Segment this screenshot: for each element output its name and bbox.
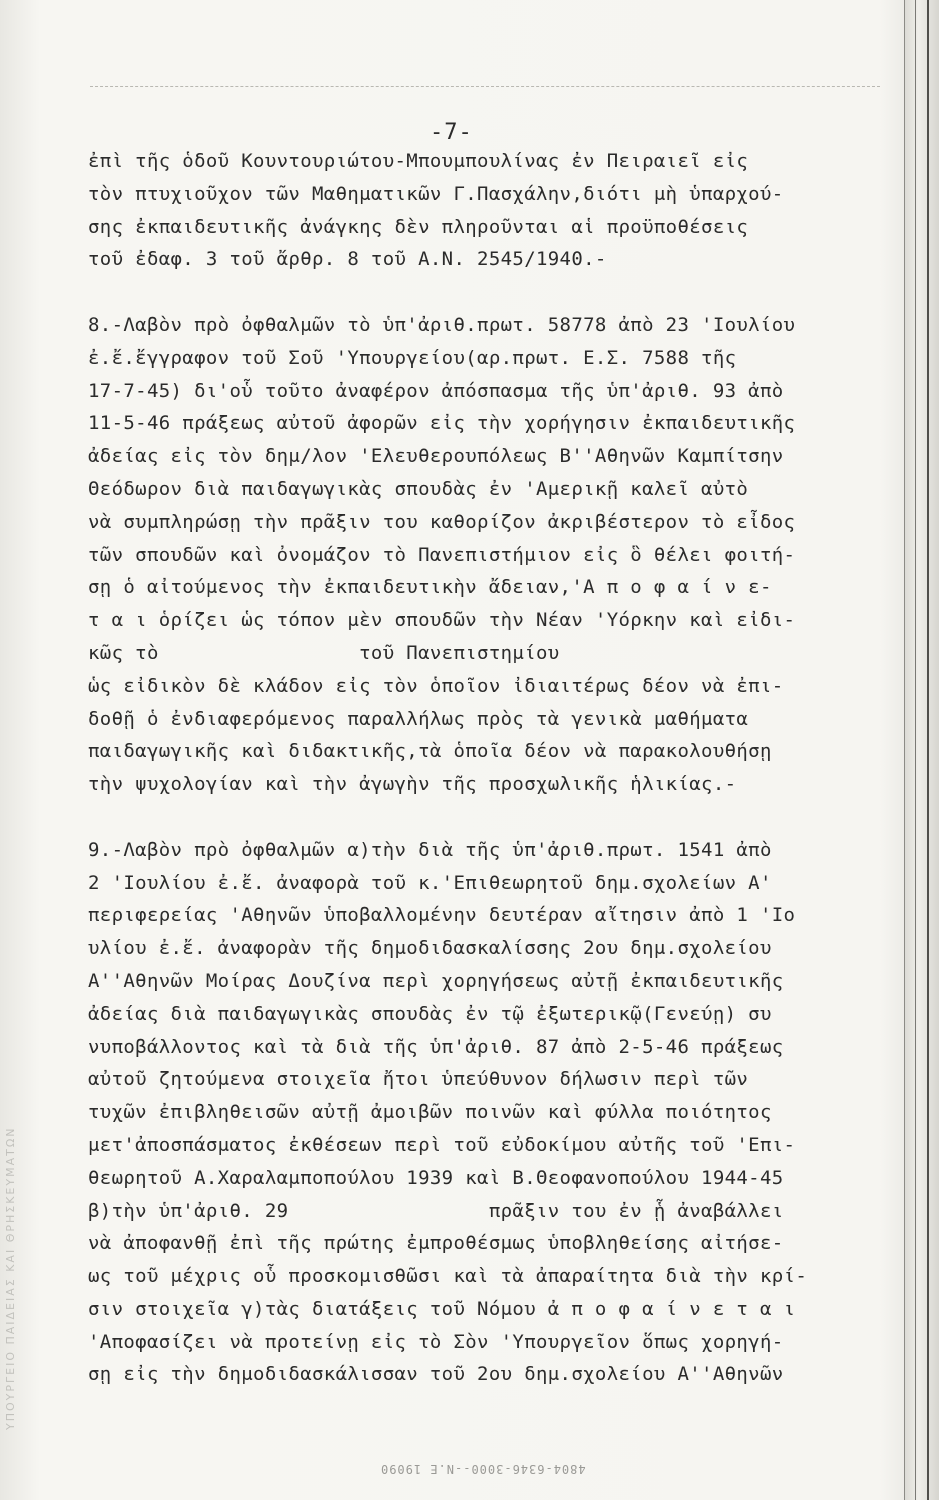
text-line: ἐπὶ τῆς ὁδοῦ Κουντουριώτου-Μπουμπουλίνας ἐν Πειραιεῖ εἰς [88, 150, 749, 172]
text-line: Α''Αθηνῶν Μοίρας Δουζίνα περὶ χορηγήσεως αὐτῇ ἐκπαιδευτικῆς [88, 969, 784, 992]
text-line: νὰ συμπληρώσῃ τὴν πρᾶξιν του καθορίζον ἀκριβέστερον τὸ εἶδος [88, 510, 796, 533]
paragraph-gap [88, 801, 888, 834]
text-line: δοθῇ ὁ ἐνδιαφερόμενος παραλλήλως πρὸς τὰ γενικὰ μαθήματα [88, 707, 749, 730]
text-line: αὐτοῦ ζητούμενα στοιχεῖα ἤτοι ὑπεύθυνον δήλωσιν περὶ τῶν [88, 1068, 749, 1091]
text-line: θεωρητοῦ Α.Χαραλαμποπούλου 1939 καὶ Β.Θεοφανοπούλου 1944-45 [88, 1166, 784, 1189]
text-line: 17-7-45) δι'οὗ τοῦτο ἀναφέρον ἀπόσπασμα τῆς ὑπ'ἀριθ. 93 ἀπὸ [88, 379, 784, 402]
text-line: μετ'ἀποσπάσματος ἐκθέσεων περὶ τοῦ εὐδοκίμου αὐτῆς τοῦ 'Επι- [88, 1133, 796, 1156]
binding-line [927, 0, 929, 1500]
text-line: 11-5-46 πράξεως αὐτοῦ ἀφορῶν εἰς τὴν χορήγησιν ἐκπαιδευτικῆς [88, 412, 796, 435]
text-line: ἀδείας διὰ παιδαγωγικὰς σπουδὰς ἐν τῷ ἐξωτερικῷ(Γενεύῃ) συ [88, 1002, 772, 1025]
top-divider [90, 86, 880, 89]
text-line: ἀδείας εἰς τὸν δημ/λον 'Ελευθερουπόλεως Β''Αθηνῶν Καμπίτσην [88, 445, 784, 468]
page-number: -7- [430, 120, 473, 145]
text-line: τοῦ ἐδαφ. 3 τοῦ ἄρθρ. 8 τοῦ Α.Ν. 2545/1940.- [88, 248, 607, 271]
text-line: υλίου ἐ.ἔ. ἀναφορὰν τῆς δημοδιδασκαλίσσης 2ου δημ.σχολείου [88, 937, 772, 960]
text-line: ὡς εἰδικὸν δὲ κλάδον εἰς τὸν ὁποῖον ἰδιαιτέρως δέον νὰ ἐπι- [88, 674, 784, 697]
page-binding-edge [904, 0, 939, 1500]
text-line: 'Αποφασίζει νὰ προτείνῃ εἰς τὸ Σὸν 'Υπουργεῖον ὅπως χορηγή- [88, 1330, 784, 1353]
text-line: τὴν ψυχολογίαν καὶ τὴν ἀγωγὴν τῆς προσχωλικῆς ἡλικίας.- [88, 773, 737, 796]
text-line: νὰ ἀποφανθῇ ἐπὶ τῆς πρώτης ἐμπροθέσμως ὑποβληθείσης αἰτήσε- [88, 1232, 784, 1255]
text-line: σῃ ὁ αἰτούμενος τὴν ἐκπαιδευτικὴν ἄδειαν,'Α π ο φ α ί ν ε- [88, 576, 772, 599]
text-line: νυποβάλλοντος καὶ τὰ διὰ τῆς ὑπ'ἀριθ. 87 ἀπὸ 2-5-46 πράξεως [88, 1035, 784, 1058]
text-line: τυχῶν ἐπιβληθεισῶν αὐτῇ ἀμοιβῶν ποινῶν καὶ φύλλα ποιότητος [88, 1101, 772, 1124]
text-line: τῶν σπουδῶν καὶ ὀνομάζον τὸ Πανεπιστήμιον εἰς ὃ θέλει φοιτή- [88, 543, 796, 566]
text-line: περιφερείας 'Αθηνῶν ὑποβαλλομένην δευτέραν αἴτησιν ἀπὸ 1 'Ιο [88, 904, 796, 927]
paragraph-8 [88, 309, 888, 801]
text-line: β)τὴν ὑπ'ἀριθ. 29 πρᾶξιν του ἐν ᾗ ἀναβάλλει [88, 1199, 784, 1222]
text-line: Θεόδωρον διὰ παιδαγωγικὰς σπουδὰς ἐν 'Αμερικῇ καλεῖ αὐτὸ [88, 477, 749, 500]
text-line: σης ἐκπαιδευτικῆς ἀνάγκης δὲν πληροῦνται αἱ προϋποθέσεις [88, 215, 749, 238]
text-line: τ α ι ὁρίζει ὡς τόπον μὲν σπουδῶν τὴν Νέαν 'Υόρκην καὶ εἰδι- [88, 609, 796, 632]
text-line: ἐ.ἔ.ἔγγραφον τοῦ Σοῦ 'Υπουργείου(αρ.πρωτ. Ε.Σ. 7588 τῆς [88, 346, 737, 369]
text-line: 2 'Ιουλίου ἐ.ἔ. ἀναφορὰ τοῦ κ.'Επιθεωρητοῦ δημ.σχολείων Α' [88, 871, 772, 894]
text-line: σιν στοιχεῖα γ)τὰς διατάξεις τοῦ Νόμου ἀ π ο φ α ί ν ε τ α ι [88, 1297, 796, 1320]
document-body [88, 145, 888, 1391]
text-line: ως τοῦ μέχρις οὗ προσκομισθῶσι καὶ τὰ ἀπαραίτητα διὰ τὴν κρί- [88, 1265, 808, 1288]
text-line: τὸν πτυχιοῦχον τῶν Μαθηματικῶν Γ.Πασχάλην,διότι μὴ ὑπαρχού- [88, 182, 784, 205]
margin-watermark: ΥΠΟΥΡΓΕΙΟ ΠΑΙΔΕΙΑΣ ΚΑΙ ΘΡΗΣΚΕΥΜΑΤΩΝ [4, 1126, 17, 1430]
text-line: κῶς τὸ τοῦ Πανεπιστημίου [88, 641, 560, 664]
text-line: 8.-Λαβὸν πρὸ ὀφθαλμῶν τὸ ὑπ'ἀριθ.πρωτ. 58778 ἀπὸ 23 'Ιουλίου [88, 313, 796, 336]
text-line: παιδαγωγικῆς καὶ διδακτικῆς,τὰ ὁποῖα δέον νὰ παρακολουθήσῃ [88, 740, 772, 763]
binding-line [915, 0, 916, 1500]
footer-stamp: 4804-6346-3000--N.E 19090 [380, 1462, 586, 1476]
text-line: 9.-Λαβὸν πρὸ ὀφθαλμῶν α)τὴν διὰ τῆς ὑπ'ἀριθ.πρωτ. 1541 ἀπὸ [88, 838, 772, 861]
paragraph-9 [88, 834, 888, 1392]
paragraph-7-continuation [88, 145, 888, 276]
text-line: σῃ εἰς τὴν δημοδιδασκάλισσαν τοῦ 2ου δημ.σχολείου Α''Αθηνῶν [88, 1363, 784, 1386]
paragraph-gap [88, 276, 888, 309]
